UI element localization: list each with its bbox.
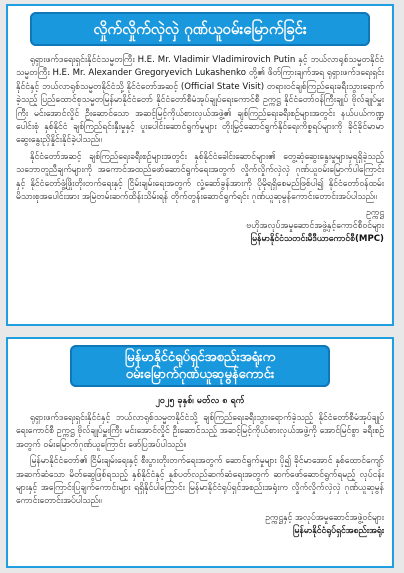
signature-line: ဗဟိုအလုပ်အမှုဆောင်အဖွဲ့နှင့်ကောင်စီဝင်များ (246, 221, 384, 232)
notice-title-banner (70, 345, 330, 387)
notice-title-banner (30, 12, 370, 46)
notice-body (8, 46, 392, 246)
signature-block (16, 512, 384, 538)
signature-block (16, 207, 384, 246)
notice-title-line: မြန်မာနိုင်ငံရုပ်ရှင်အစည်းအရုံးက (124, 350, 276, 365)
notice-title-line: ဝမ်းမြောက်ဂုဏ်ယူဆုမွန်ကောင်း (125, 367, 275, 382)
signature-role: ဥက္ကဋ္ဌ (366, 208, 384, 219)
signature-line: ဥက္ကဋ္ဌနှင့် အလုပ်အမှုဆောင်အဖွဲ့ဝင်များ (265, 512, 384, 523)
signature-organization: မြန်မာနိုင်ငံရုပ်ရှင်အစည်းအရုံး (293, 525, 384, 536)
notice-date: ၂၀၂၅ ခုနှစ်၊ မတ်လ ၈ ရက် (155, 396, 245, 406)
signature-organization: မြန်မာနိုင်ငံသတင်းမီဒီယာကောင်စီ(MPC) (250, 234, 384, 245)
notice-paragraph: ရုရှားဖက်ဒရေးရှင်းနိုင်ငံနှင့် ဘယ်လာရုစ်သမ္မတနိုင်ငံသို့ ချစ်ကြည်ရေးခရီးသွားရောက်ခဲ့သည့် နိုင်ငံတော်စီမံအုပ်ချုပ်ရေးကောင်စီ ဥက္ကဋ္ဌ ဗိုလ်ချုပ်မှူးကြီး မင်းအောင်လှိုင် ဦးဆောင်သည့် အဆင့်မြင့်ကိုယ်စားလှယ်အဖွဲ့ကို အောင်မြင်စွာ ခရီးစဉ်အတွက် ဝမ်းမြောက်ဂုဏ်ယူကြောင်း ဖော်ပြအပ်ပါသည်။ (16, 413, 384, 450)
notice-body (8, 387, 392, 538)
notice-title: လှိုက်လှိုက်လှဲလှဲ ဂုဏ်ယူဝမ်းမြောက်ခြင်း (93, 20, 307, 38)
congratulation-notice-film-association (6, 337, 394, 568)
notice-paragraph: မြန်မာနိုင်ငံတော်၏ ငြိမ်းချမ်းရေးနှင့် စီးပွားတိုးတက်ရေးအတွက် ဆောင်ရွက်မှုများ ပို၍ ခိုင်မာအောင် နှစ်ထောင်ကျော်အဆက်ဆံသော မိတ်ဆွေဖြစ်ရသည့် နှစ်နိုင်ငံနှင့် နှစ်ပတ်လည်ဆက်ဆံရေးအတွက် ဆက်ဖော်ဆောင်ရွက်ရမည့် လုပ်ငန်းများနှင့် အကြောင်းပြချက်ကောင်းများ ရရှိနိုင်ပါကြောင်း မြန်မာနိုင်ငံရုပ်ရှင်အစည်းအရုံးက လှိုက်လှိုက်လှဲလှဲ ဂုဏ်ယူဆုမွန်ကောင်းတောင်းအပ်ပါသည်။ (16, 456, 384, 507)
notice-paragraph: နိုင်ငံတော်အဆင့် ချစ်ကြည်ရေးခရီးစဉ်များအတွင်း နှစ်နိုင်ငံခေါင်းဆောင်များ၏ တွေ့ဆုံဆွေးနွေးမှုများမှရရှိခဲ့သည့် သဘောတူညီချက်များကို အကောင်အထည်ဖော်ဆောင်ရွက်ရေးအတွက် လှိုက်လှိုက်လှဲလှဲ ဂုဏ်ယူဝမ်းမြောက်ပါကြောင်း နှင့် နိုင်ငံတော်ဖွံ့ဖြိုးတိုးတက်ရေးနှင့် ငြိမ်းချမ်းရေးအတွက် လှုံ့ဆော်ခွန်အားကို ပိုမိုရရှိစေမည်ဖြစ်ပါ၍ နိုင်ငံတော်ဝန်ထမ်းမိသားစုအပေါင်းအား အမြဲတမ်းဆက်ထိန်းသိမ်းရန် တိုက်တွန်းဆောင်ရွက်ရင်း ဂုဏ်ယူဆုမွန်ကောင်းတောင်းအပ်ပါသည်။ (16, 151, 384, 203)
notice-paragraph: ရုရှားဖက်ဒရေးရှင်းနိုင်ငံသမ္မတကြီး H.E. Mr. Vladimir Vladimirovich Putin နှင့် ဘယ်လာရုစ်သမ္မတနိုင်ငံသမ္မတကြီး H.E. Mr. Alexander Gregoryevich Lukashenko တို့၏ ဖိတ်ကြားချက်အရ ရုရှားဖက်ဒရေးရှင်းနိုင်ငံနှင့် ဘယ်လာရုစ်သမ္မတနိုင်ငံသို့ နိုင်ငံတော်အဆင့် (Official State Visit) တရားဝင်ချစ်ကြည်ရေးခရီးသွားရောက်ခဲ့သည့် ပြည်ထောင်စုသမ္မတမြန်မာနိုင်ငံတော် နိုင်ငံတော်စီမံအုပ်ချုပ်ရေးကောင်စီ ဥက္ကဋ္ဌ နိုင်ငံတော်ဝန်ကြီးချုပ် ဗိုလ်ချုပ်မှူးကြီး မင်းအောင်လှိုင် ဦးဆောင်သော အဆင့်မြင့်ကိုယ်စားလှယ်အဖွဲ့၏ ချစ်ကြည်ရေးခရီးစဉ်များအတွင်း နယ်ပယ်ကဏ္ဍပေါင်းစုံ နှစ်နိုင်ငံ ချစ်ကြည်ရင်းနှီးမှုနှင့် ပူးပေါင်းဆောင်ရွက်မှုများ တိုးမြှင့်ဆောင်ရွက်နိုင်ရေးကိစ္စရပ်များကို ခိုင်ခိုင်မာမာ ဆွေးနွေးညှိနှိုင်းနိုင်ခဲ့ပါသည်။ (16, 55, 384, 146)
congratulation-notice-mpc (6, 4, 394, 326)
